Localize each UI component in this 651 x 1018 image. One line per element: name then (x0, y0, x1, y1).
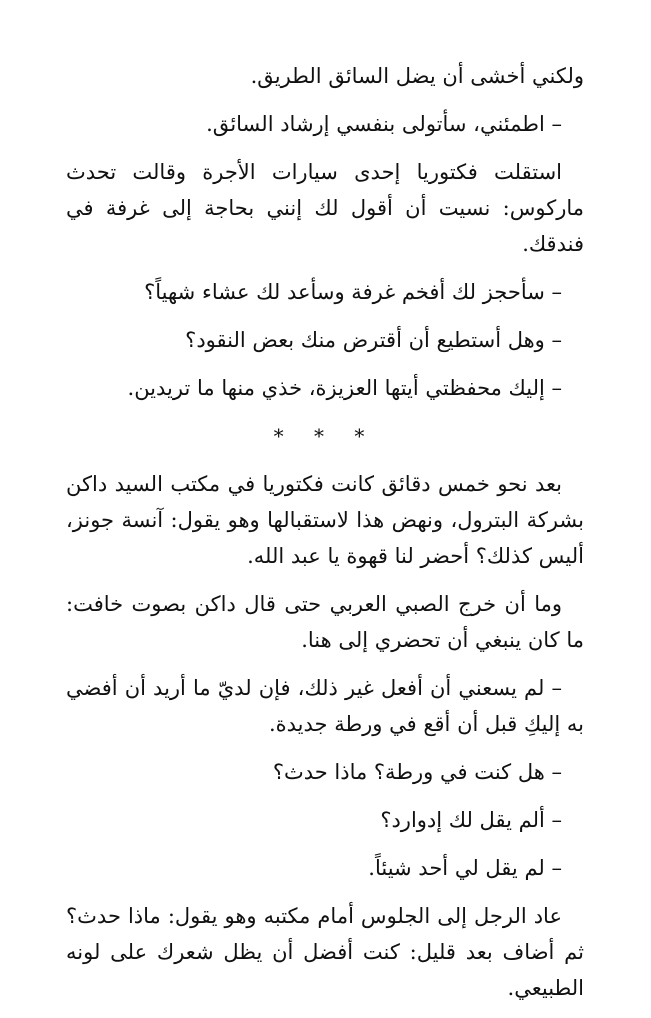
paragraph-3: استقلت فكتوريا إحدى سيارات الأجرة وقالت تحدث ماركوس: نسيت أن أقول لك إنني بحاجة إلى غرفة في فندقك. (66, 160, 584, 256)
paragraph-13: عاد الرجل إلى الجلوس أمام مكتبه وهو يقول: ماذا حدث؟ ثم أضاف بعد قليل: كنت أفضل أن يظل شعرك على لونه الطبيعي. (66, 904, 584, 1000)
paragraph-12: – لم يقل لي أحد شيئاً. (368, 856, 562, 880)
paragraph-6: – إليك محفظتي أيتها العزيزة، خذي منها ما تريدين. (127, 376, 562, 400)
paragraph-4: – سأحجز لك أفخم غرفة وسأعد لك عشاء شهياً؟ (144, 280, 562, 304)
paragraph-10: – هل كنت في ورطة؟ ماذا حدث؟ (272, 760, 562, 784)
paragraph-5: – وهل أستطيع أن أقترض منك بعض النقود؟ (185, 328, 562, 352)
paragraph-8: وما أن خرج الصبي العربي حتى قال داكن بصوت خافت: ما كان ينبغي أن تحضري إلى هنا. (66, 592, 584, 652)
paragraph-2: – اطمئني، سأتولى بنفسي إرشاد السائق. (206, 112, 562, 136)
document-page (66, 58, 584, 1018)
paragraph-7: بعد نحو خمس دقائق كانت فكتوريا في مكتب السيد داكن بشركة البترول، ونهض هذا لاستقبالها وهو يقول: آنسة جونز، أليس كذلك؟ أحضر لنا قهوة يا عبد الله. (66, 472, 584, 568)
section-separator: * * * (273, 424, 377, 448)
paragraph-9: – لم يسعني أن أفعل غير ذلك، فإن لديّ ما أريد أن أفضي به إليكِ قبل أن أقع في ورطة جديدة. (66, 676, 584, 736)
paragraph-11: – ألم يقل لك إدوارد؟ (380, 808, 562, 832)
paragraph-1: ولكني أخشى أن يضل السائق الطريق. (250, 64, 584, 88)
